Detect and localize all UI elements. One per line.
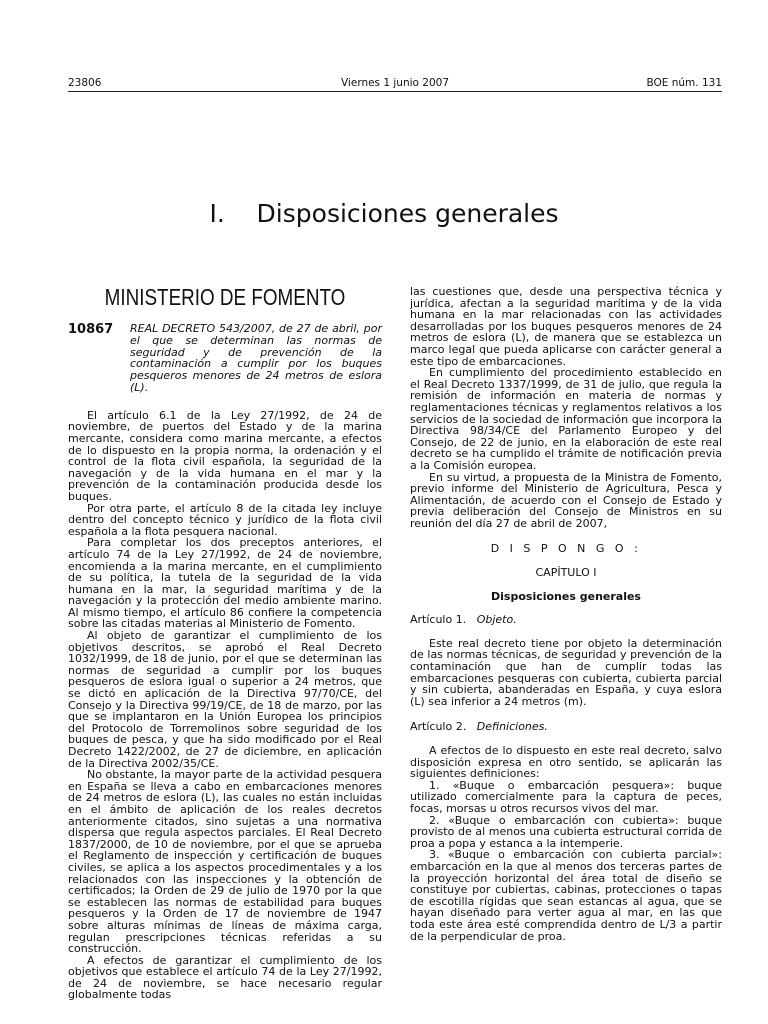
definition-item: 3. «Buque o embarcación con cubierta parcial»: embarcación en la que al menos dos terceras partes de la proyección horizontal del área total de diseño se constituye por cubiertas, cabinas, protecciones o tapas de escotilla rígidas que sean estancas al agua, que se hayan diseñado para verter agua al mar, en las que toda este área esté comprendida dentro de L/3 a partir de la perpendicular de proa.	[410, 848, 722, 943]
article-1-label: Artículo 1.	[410, 613, 467, 627]
definition-item: 2. «Buque o embarcación con cubierta»: buque provisto de al menos una cubierta estructural corrida de proa a popa y estanca a la intemperie.	[410, 813, 722, 850]
paragraph: No obstante, la mayor parte de la actividad pesquera en España se lleva a cabo en embarcaciones menores de 24 metros de eslora (L), las cuales no están incluidas en el ámbito de aplicación de los reales decretos anteriormente citados, sino sujetas a una normativa dispersa que regula aspectos parciales. El Real Decreto 1837/2000, de 10 de noviembre, por el que se aprueba el Reglamento de inspección y certificación de buques civiles, se aplica a los aspectos procedimentales y a los relacionados con las inspecciones y la obtención de certificados; la Orden de 29 de julio de 1970 por la que se establecen las normas de estabilidad para buques pesqueros y la Orden de 17 de noviembre de 1947 sobre alturas mínimas de líneas de máxima carga, regulan prescripciones técnicas referidas a su construcción.	[68, 768, 382, 956]
paragraph: A efectos de lo dispuesto en este real decreto, salvo disposición expresa en otro sentido, se aplicarán las siguientes definiciones:	[410, 744, 722, 781]
page-number: 23806	[68, 77, 102, 89]
article-1-title: Objeto.	[476, 613, 517, 627]
paragraph: Para completar los dos preceptos anteriores, el artículo 74 de la Ley 27/1992, de 24 de noviembre, encomienda a la marina mercante, en el cumplimiento de su política, la tutela de la seguridad de la vida humana en la mar, la seguridad marítima y de la navegación y la protección del medio ambiente marino. Al mismo tiempo, el artículo 86 confiere la competencia sobre las citadas materias al Ministerio de Fomento.	[68, 536, 382, 631]
paragraph: Por otra parte, el artículo 8 de la citada ley incluye dentro del concepto técnico y jurídico de la flota civil española a la flota pesquera nacional.	[68, 501, 382, 538]
publication-date: Viernes 1 junio 2007	[340, 77, 450, 89]
paragraph: A efectos de garantizar el cumplimiento de los objetivos que establece el artículo 74 de la Ley 27/1992, de 24 de noviembre, se hace necesario regular globalmente todas	[68, 953, 382, 1002]
page-header	[68, 76, 722, 90]
article-1-text: Este real decreto tiene por objeto la determinación de las normas técnicas, de seguridad y prevención de la contaminación que han de cumplir todas las embarcaciones pesqueras con cubierta, cubierta parcial y sin cubierta, abanderadas en España, y cuya eslora (L) sea inferior a 24 metros (m).	[410, 636, 722, 708]
header-divider	[68, 91, 722, 92]
left-column	[68, 283, 382, 1001]
disposition-number: 10867	[68, 322, 114, 337]
paragraph: El artículo 6.1 de la Ley 27/1992, de 24 de noviembre, de puertos del Estado y de la marina mercante, considera como marina mercante, a efectos de lo dispuesto en la propia norma, la ordenación y el control de la flota civil española, la seguridad de la navegación y de la vida humana en el mar y la prevención de la contaminación producida desde los buques.	[68, 408, 382, 503]
ministry-heading: MINISTERIO DE FOMENTO	[104, 284, 346, 310]
article-1-heading	[410, 614, 722, 626]
paragraph: las cuestiones que, desde una perspectiva técnica y jurídica, afectan a la seguridad marítima y de la vida humana en la mar relacionadas con las actividades desarrolladas por los buques pesqueros menores de 24 metros de eslora (L), de manera que se establezca un marco legal que pueda aplicarse con carácter general a este tipo de embarcaciones.	[410, 285, 722, 368]
disposition-title: REAL DECRETO 543/2007, de 27 de abril, por el que se determinan las normas de seguridad y de prevención de la contaminación a cumplir por los buques pesqueros menores de 24 metros de eslora (L).	[130, 322, 382, 394]
paragraph: Al objeto de garantizar el cumplimiento de los objetivos descritos, se aprobó el Real Decreto 1032/1999, de 18 de junio, por el que se determinan las normas de seguridad a cumplir por los buques pesqueros de eslora igual o superior a 24 metros, que se dictó en aplicación de la Directiva 97/70/CE, del Consejo y la Directiva 99/19/CE, de 18 de marzo, por las que se implantaron en la Unión Europea los principios del Protocolo de Torremolinos sobre seguridad de los buques de pesca, y que ha sido modificado por el Real Decreto 1422/2002, de 27 de diciembre, en aplicación de la Directiva 2002/35/CE.	[68, 629, 382, 770]
paragraph: En su virtud, a propuesta de la Ministra de Fomento, previo informe del Ministerio de Agricultura, Pesca y Alimentación, de acuerdo con el Consejo de Estado y previa deliberación del Consejo de Ministros en su reunión del día 27 de abril de 2007,	[410, 470, 722, 530]
section-title: I. Disposiciones generales	[209, 199, 559, 228]
definition-item: 1. «Buque o embarcación pesquera»: buque utilizado comercialmente para la captura de peces, focas, morsas u otros recursos vivos del mar.	[410, 778, 722, 815]
dispongo-heading: D I S P O N G O :	[490, 542, 642, 556]
article-2-title: Definiciones.	[476, 720, 548, 734]
paragraph: En cumplimiento del procedimiento establecido en el Real Decreto 1337/1999, de 31 de julio, que regula la remisión de información en materia de normas y reglamentaciones técnicas y reglamentos relativos a los servicios de la sociedad de información que incorpora la Directiva 98/34/CE del Parlamento Europeo y del Consejo, de 22 de junio, en la elaboración de este real decreto se ha cumplido el trámite de notificación previa a la Comisión europea.	[410, 366, 722, 472]
article-2-heading	[410, 721, 722, 733]
disposition-heading	[68, 323, 382, 394]
chapter-title: Disposiciones generales	[491, 589, 641, 603]
article-2-label: Artículo 2.	[410, 720, 467, 734]
boe-issue: BOE núm. 131	[646, 77, 722, 89]
chapter-heading: CAPÍTULO I	[535, 566, 597, 580]
right-column	[410, 286, 722, 942]
